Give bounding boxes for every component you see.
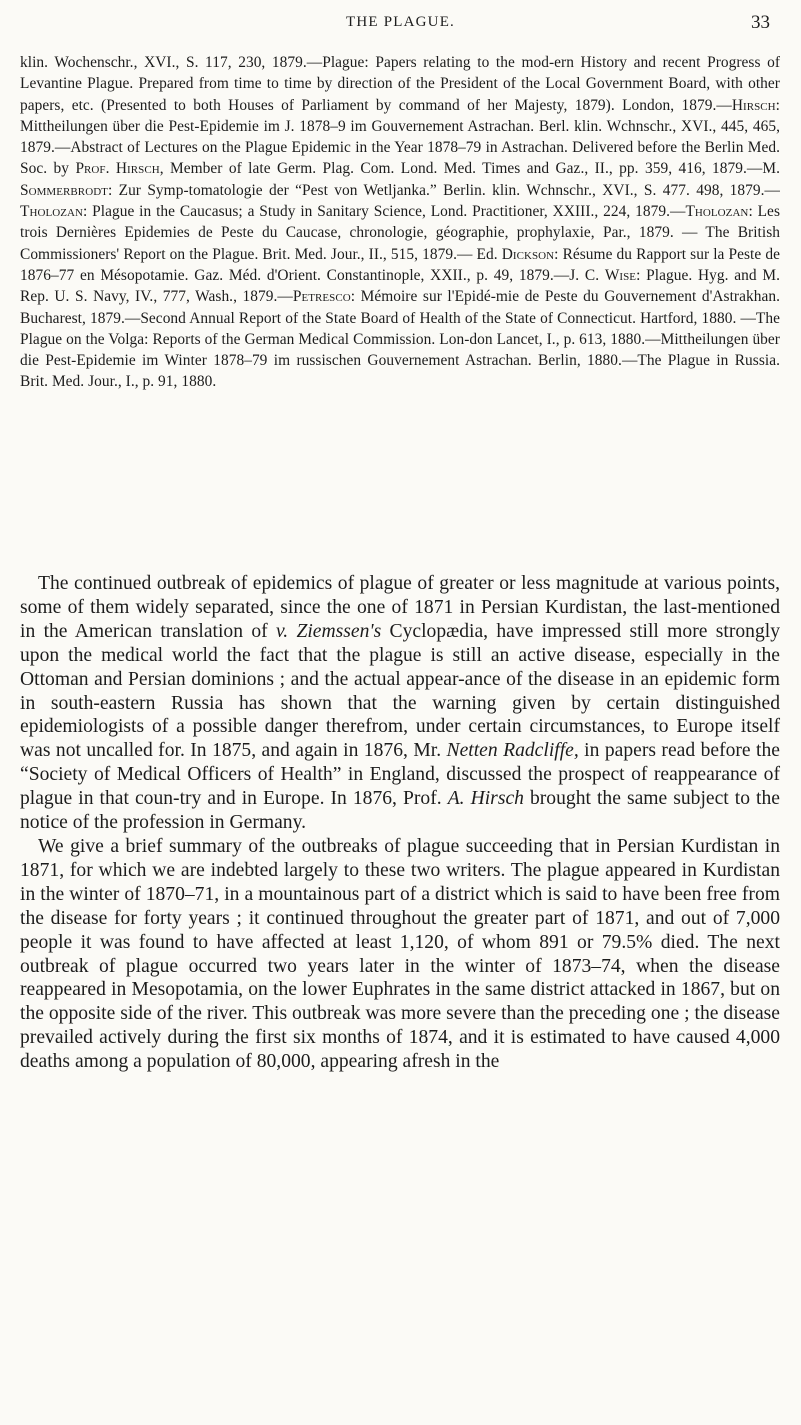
author-name: Tholozan — [685, 203, 749, 221]
italic-name: A. Hirsch — [447, 788, 524, 810]
page-header — [0, 12, 801, 40]
author-name: Prof. Hirsch — [75, 160, 160, 178]
italic-name: Netten Radcliffe, — [446, 740, 579, 762]
author-name: Petresco — [292, 288, 351, 306]
author-name: Wise — [604, 266, 637, 284]
author-name: Dickson — [501, 245, 555, 263]
page-number: 33 — [751, 12, 770, 33]
running-title: THE PLAGUE. — [345, 14, 456, 30]
author-name: Tholozan — [20, 203, 83, 221]
body-paragraph-2: We give a brief summary of the outbreaks of plague succeeding that in Persian Kurdistan in 1871, for which we are indebted largely to these two writers. The plague appeared in Kurdistan in the winter of 1870–71, in a mountainous part of a district which is said to have been free from the disease for forty years ; it continued throughout the greater part of 1871, and out of 7,000 people it was found to have affected at least 1,120, of whom 891 or 79.5% died. The next outbreak of plague occurred two years later in the winter of 1873–74, when the disease reappeared in Mesopotamia, on the lower Euphrates in the same district attacked in 1867, but on the opposite side of the river. This outbreak was more severe than the preceding one ; the disease prevailed actively during the first six months of 1874, and it is estimated to have caused 4,000 deaths among a population of 80,000, appearing afresh in the — [20, 835, 780, 1073]
body-paragraph-1: The continued outbreak of epidemics of plague of greater or less magnitude at various points, some of them widely separated, since the one of 1871 in Persian Kurdistan, the last-mentioned in the American translation of v. Ziemssen's Cyclopædia, have impressed still more strongly upon the medical world the fact that the plague is still an active disease, especially in the Ottoman and Persian dominions ; and the actual appear-ance of the disease in an epidemic form in south-eastern Russia has shown that the warning given by certain distinguished epidemiologists of a possible danger therefrom, under certain circumstances, to Europe itself was not uncalled for. In 1875, and again in 1876, Mr. Netten Radcliffe, in papers read before the “Society of Medical Officers of Health” in England, discussed the prospect of reappearance of plague in that coun-try and in Europe. In 1876, Prof. A. Hirsch brought the same subject to the notice of the profession in Germany. — [20, 573, 780, 834]
reference-paragraph: klin. Wochenschr., XVI., S. 117, 230, 1879.—Plague: Papers relating to the mod-ern History and recent Progress of Levantine Plague. Prepared from time to time by direction of the President of the Local Government Board, with other papers, etc. (Presented to both Houses of Parliament by command of her Majesty, 1879). London, 1879.—Hirsch: Mittheilungen über die Pest-Epidemie im J. 1878–9 im Gouvernement Astrachan. Berl. klin. Wchnschr., XVI., 445, 465, 1879.—Abstract of Lectures on the Plague Epidemic in the Year 1878–79 in Astrachan. Delivered before the Berlin Med. Soc. by Prof. Hirsch, Member of late Germ. Plag. Com. Lond. Med. Times and Gaz., II., pp. 359, 416, 1879.—M. Sommerbrodt: Zur Symp-tomatologie der “Pest von Wetljanka.” Berlin. klin. Wchnschr., XVI., S. 477. 498, 1879.—Tholozan: Plague in the Caucasus; a Study in Sanitary Science, Lond. Practitioner, XXIII., 224, 1879.—Tholozan: Les trois Dernières Epidemies de Peste du Caucase, chronologie, géographie, prophylaxie, Par., 1879. — The British Commissioners' Report on the Plague. Brit. Med. Jour., II., 515, 1879.— Ed. Dickson: Résume du Rapport sur la Peste de 1876–77 en Mésopotamie. Gaz. Méd. d'Orient. Constantinople, XXII., p. 49, 1879.—J. C. Wise: Plague. Hyg. and M. Rep. U. S. Navy, IV., 777, Wash., 1879.—Petresco: Mémoire sur l'Epidé-mie de Peste du Gouvernement d'Astrakhan. Bucharest, 1879.—Second Annual Report of the State Board of Health of the State of Connecticut. Hartford, 1880. —The Plague on the Volga: Reports of the German Medical Commission. Lon-don Lancet, I., p. 613, 1880.—Mittheilungen über die Pest-Epidemie im Winter 1878–79 im russischen Gouvernement Astrachan. Berlin, 1880.—The Plague in Russia. Brit. Med. Jour., I., p. 91, 1880. — [20, 54, 780, 391]
italic-name: v. Ziemssen's — [276, 620, 382, 642]
author-name: Hirsch — [731, 96, 776, 114]
bibliography-references — [20, 52, 780, 393]
main-text — [20, 572, 780, 1074]
author-name: Sommerbrodt — [20, 181, 108, 199]
